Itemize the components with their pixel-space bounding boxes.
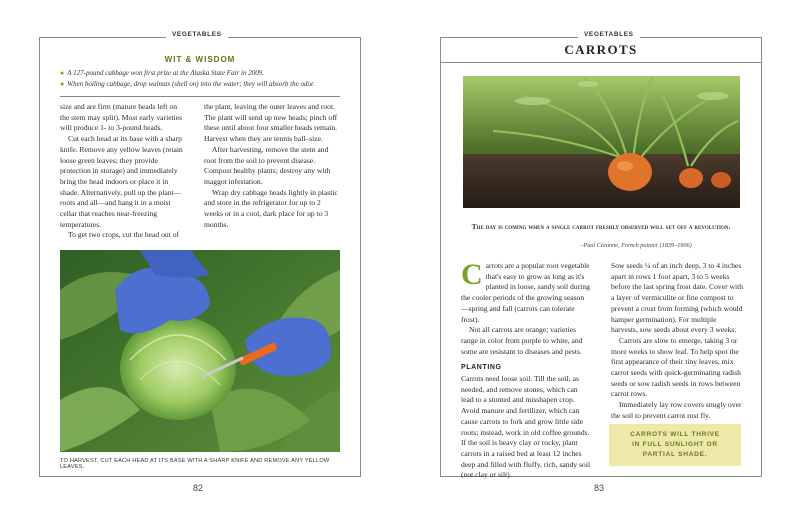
photo-caption: TO HARVEST, CUT EACH HEAD AT ITS BASE WITH A SHARP KNIFE AND REMOVE ANY YELLOW LEAVES. bbox=[60, 458, 330, 470]
paragraph: size and are firm (mature heads left on the stem may split). Most early varieties will produce 1- to 3-pound heads. bbox=[60, 102, 183, 133]
carrot-illustration bbox=[463, 76, 740, 208]
quote-attribution: –Paul Cézanne, French painter (1839–1906) bbox=[580, 242, 692, 249]
wit-wisdom-title: WIT & WISDOM bbox=[164, 55, 236, 64]
wit-item: ● A 127-pound cabbage won first prize at the Alaska State Fair in 2009. bbox=[60, 69, 264, 77]
body-column-2 bbox=[611, 261, 744, 422]
body-column-1 bbox=[60, 102, 188, 241]
paragraph: To get two crops, cut the head out of bbox=[68, 230, 180, 240]
paragraph: Wrap dry cabbage heads lightly in plastic and store in the refrigerator for up to 2 weeks or in a cool, dark place for up to 3 months. bbox=[204, 187, 338, 229]
wit-wisdom-list bbox=[60, 68, 350, 90]
page-number: 82 bbox=[193, 483, 204, 493]
body-column-2 bbox=[204, 102, 338, 230]
section-label: VEGETABLES bbox=[578, 31, 640, 38]
tip-callout: CARROTS WILL THRIVE IN FULL SUNLIGHT OR PARTIAL SHADE. bbox=[609, 424, 741, 466]
subheading-planting: PLANTING bbox=[461, 364, 502, 372]
divider bbox=[60, 96, 340, 97]
epigraph-quote: The day is coming when a single carrot freshly observed will set off a revolution. bbox=[471, 222, 731, 231]
bullet-icon: ● bbox=[60, 80, 65, 88]
cabbage-harvest-photo bbox=[60, 250, 340, 452]
paragraph: the plant, leaving the outer leaves and root. The plant will send up new heads; pinch off these until about four smaller heads remain. Harvest when they are tennis ball–size. bbox=[204, 102, 338, 144]
bullet-icon: ● bbox=[60, 69, 65, 77]
page-title: CARROTS bbox=[564, 42, 638, 57]
page-number: 83 bbox=[594, 483, 605, 493]
paragraph: Sow seeds ¼ of an inch deep, 3 to 4 inches apart in rows 1 foot apart, 3 to 5 weeks before the last spring frost date. Cover with a layer of vermiculite or fine compost to prevent a crust from forming (which would hamper germination). For multiple harvests, sow seeds about every 3 weeks. bbox=[611, 261, 744, 335]
divider bbox=[441, 62, 761, 63]
carrots-photo bbox=[463, 76, 740, 208]
paragraph: After harvesting, remove the stem and root from the soil to prevent disease. Compost healthy plants; destroy any with maggot infestation. bbox=[204, 144, 331, 186]
body-column-1 bbox=[461, 258, 591, 481]
section-label: VEGETABLES bbox=[166, 31, 228, 38]
paragraph: Not all carrots are orange; varieties range in color from purple to white, and some are resistant to diseases and pests. bbox=[461, 325, 583, 356]
left-page bbox=[39, 31, 361, 477]
drop-cap: C bbox=[461, 258, 483, 291]
right-page bbox=[440, 31, 762, 480]
paragraph: Immediately lay row covers snugly over the soil to prevent carrot rust fly. bbox=[611, 400, 742, 420]
wit-item: ● When boiling cabbage, drop walnuts (shell on) into the water; they will absorb the odor. bbox=[60, 80, 315, 88]
cabbage-illustration bbox=[60, 250, 340, 452]
paragraph: Carrots need loose soil. Till the soil, as needed, and remove stones, which can lead to a stunted and misshapen crop. Avoid manure and fertilizer, which can cause carrots to fork and grow little side roots; instead, work in old coffee grounds. If the soil is heavy clay or rocky, plant carrots in a raised bed at least 12 inches deep and filled with fluffy, rich, sandy soil (not clay or silt). bbox=[461, 374, 591, 480]
paragraph: Cut each head at its base with a sharp knife. Remove any yellow leaves (retain loose green leaves; they provide protection in storage) and immediately bring the head indoors or place it in shade. Alternatively, pull up the plant—roots and all—and hang it in a moist cellar that reaches near-freezing temperatures. bbox=[60, 134, 183, 229]
paragraph: Carrots are slow to emerge, taking 3 or more weeks to show leaf. To help spot the first appearance of their tiny leaves, mix carrot seeds with quick-germinating radish seeds or sow radish seeds in rows between carrot rows. bbox=[611, 335, 741, 399]
intro-paragraph: Carrots are a popular root vegetable that's easy to grow as long as it's planted in loose, sandy soil during the cooler periods of the growing season—spring and fall (carrots can tolerate frost). bbox=[461, 258, 590, 324]
